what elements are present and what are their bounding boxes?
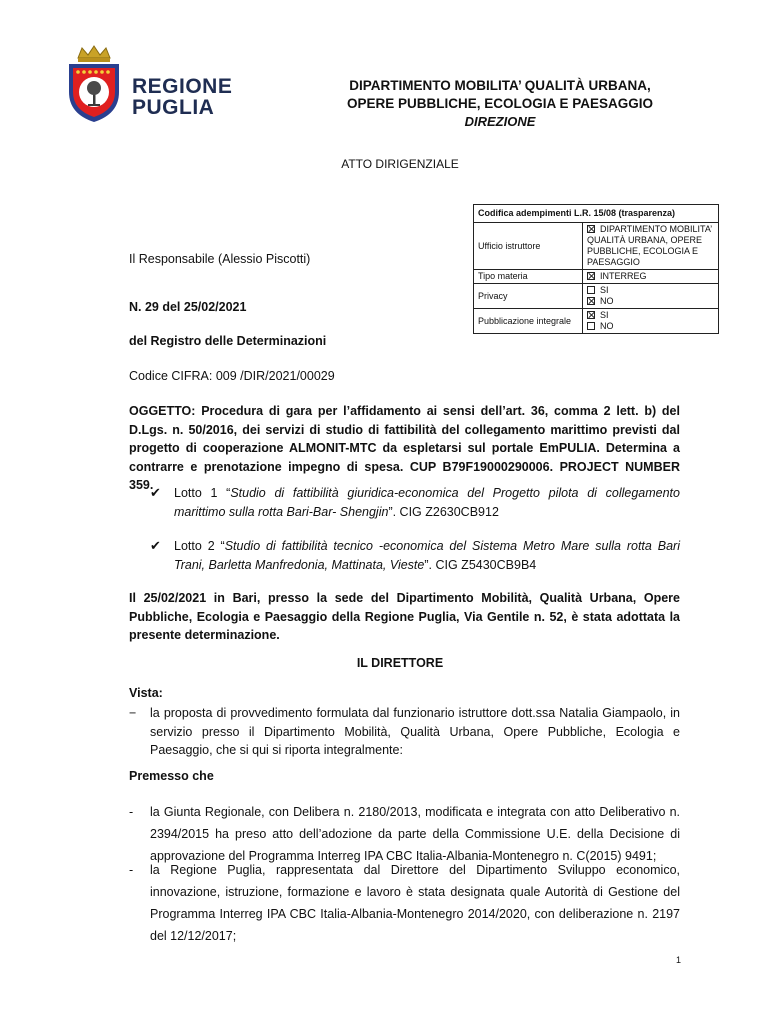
pubblicazione-si: SI (600, 310, 609, 320)
pubblicazione-label: Pubblicazione integrale (474, 309, 583, 334)
ufficio-cell (583, 223, 719, 270)
document-type: ATTO DIRIGENZIALE (341, 157, 459, 171)
table-row (474, 205, 719, 223)
pubblicazione-cell (583, 309, 719, 334)
codice-cifra: Codice CIFRA: 009 /DIR/2021/00029 (129, 369, 335, 383)
oggetto-paragraph: OGGETTO: Procedura di gara per l’affidamento ai sensi dell’art. 36, comma 2 lett. b) del D.Lgs. n. 50/2016, dei servizi di studio di fattibilità del collegamento marittimo previsti dal progetto di cooperazione ALMONIT-MTC da espletarsi sul portale EmPULIA. Determina a contrarre e prenotazione impegno di spesa. CUP B79F19000290006. PROJECT NUMBER 359. (129, 404, 680, 492)
department-line-2: OPERE PUBBLICHE, ECOLOGIA E PAESAGGIO (346, 96, 654, 111)
lotto-1-title: Studio di fattibilità giuridica-economica del Progetto pilota di collegamento marittimo sulla rotta Bari-Bar- Shengjin (174, 486, 680, 519)
lotto-2-title: Studio di fattibilità tecnico -economica del Sistema Metro Mare sulla rotta Bari Trani, Barletta Manfredonia, Mattinata, Vieste (174, 539, 680, 572)
premesso-dash-1: - (129, 805, 134, 819)
unchecked-box-icon (587, 322, 595, 330)
checked-box-icon (587, 225, 595, 233)
tipo-materia-label: Tipo materia (474, 270, 583, 284)
checkmark-icon: ✔ (150, 485, 161, 500)
ufficio-label: Ufficio istruttore (474, 223, 583, 270)
lotto-2 (150, 537, 680, 574)
table-row (474, 223, 719, 270)
tipo-materia-value: INTERREG (600, 271, 647, 281)
premesso-dash-2: - (129, 863, 134, 877)
vista-dash: − (129, 706, 137, 720)
page-number: 1 (676, 955, 682, 965)
department-header (300, 77, 700, 131)
checked-box-icon (587, 272, 595, 280)
checked-box-icon (587, 311, 595, 319)
ufficio-value: DIPARTIMENTO MOBILITA’ QUALITÀ URBANA, OPERE PUBBLICHE, ECOLOGIA E PAESAGGIO (587, 224, 712, 267)
logo-text-regione: REGIONE (132, 75, 233, 98)
checkmark-icon: ✔ (150, 538, 161, 553)
unchecked-box-icon (587, 286, 595, 294)
determination-number: N. 29 del 25/02/2021 (129, 300, 247, 314)
responsabile: Il Responsabile (Alessio Piscotti) (129, 252, 311, 266)
privacy-cell (583, 284, 719, 309)
adozione-paragraph: Il 25/02/2021 in Bari, presso la sede del Dipartimento Mobilità, Qualità Urbana, Opere Pubbliche, Ecologia e Paesaggio della Regione Puglia, Via Gentile n. 52, è stata adottata la presente determinazione. (129, 591, 680, 642)
coat-of-arms-icon (64, 44, 124, 124)
lotto-2-prefix: Lotto 2 “ (174, 539, 225, 553)
department-line-1: DIPARTIMENTO MOBILITA’ QUALITÀ URBANA, (349, 78, 651, 93)
pubblicazione-no: NO (600, 321, 614, 331)
il-direttore-heading: IL DIRETTORE (356, 656, 444, 670)
vista-text: la proposta di provvedimento formulata dal funzionario istruttore dott.ssa Natalia Giampaolo, in servizio presso il Dipartimento Mobilità, Qualità Urbana, Opere Pubbliche, Ecologia e Paesaggio, che si qui si riporta integralmente: (150, 706, 680, 757)
direzione-label: DIREZIONE (464, 114, 536, 129)
vista-heading: Vista: (129, 686, 163, 700)
registro-label: del Registro delle Determinazioni (129, 334, 327, 348)
table-row (474, 270, 719, 284)
lotto-2-cig: ”. CIG Z5430CB9B4 (424, 557, 537, 572)
transparency-table (473, 204, 719, 334)
lotto-1-prefix: Lotto 1 “ (174, 486, 231, 500)
lotto-1-cig: ”. CIG Z2630CB912 (388, 504, 499, 519)
logo-text-puglia: PUGLIA (132, 96, 215, 119)
transparency-header: Codifica adempimenti L.R. 15/08 (trasparenza) (474, 205, 719, 223)
premesso-heading: Premesso che (129, 769, 214, 783)
privacy-label: Privacy (474, 284, 583, 309)
privacy-si: SI (600, 285, 609, 295)
tipo-materia-cell (583, 270, 719, 284)
premesso-item-1: la Giunta Regionale, con Delibera n. 2180/2013, modificata e integrata con atto Deliberativo n. 2394/2015 ha preso atto dell’adozione da parte della Commissione U.E. della Decisione di approvazione del Programma Interreg IPA CBC Italia-Albania-Montenegro n. C(2015) 9491; (150, 805, 680, 863)
premesso-item-2: la Regione Puglia, rappresentata dal Direttore del Dipartimento Sviluppo economico, innovazione, istruzione, formazione e lavoro è stata designata quale Autorità di Gestione del Programma Interreg IPA CBC Italia-Albania-Montenegro 2014/2020, con deliberazione n. 2197 del 12/12/2017; (150, 863, 680, 943)
privacy-no: NO (600, 296, 614, 306)
table-row (474, 309, 719, 334)
regione-puglia-logo (64, 44, 233, 124)
lotto-1 (150, 484, 680, 521)
checked-box-icon (587, 297, 595, 305)
table-row (474, 284, 719, 309)
